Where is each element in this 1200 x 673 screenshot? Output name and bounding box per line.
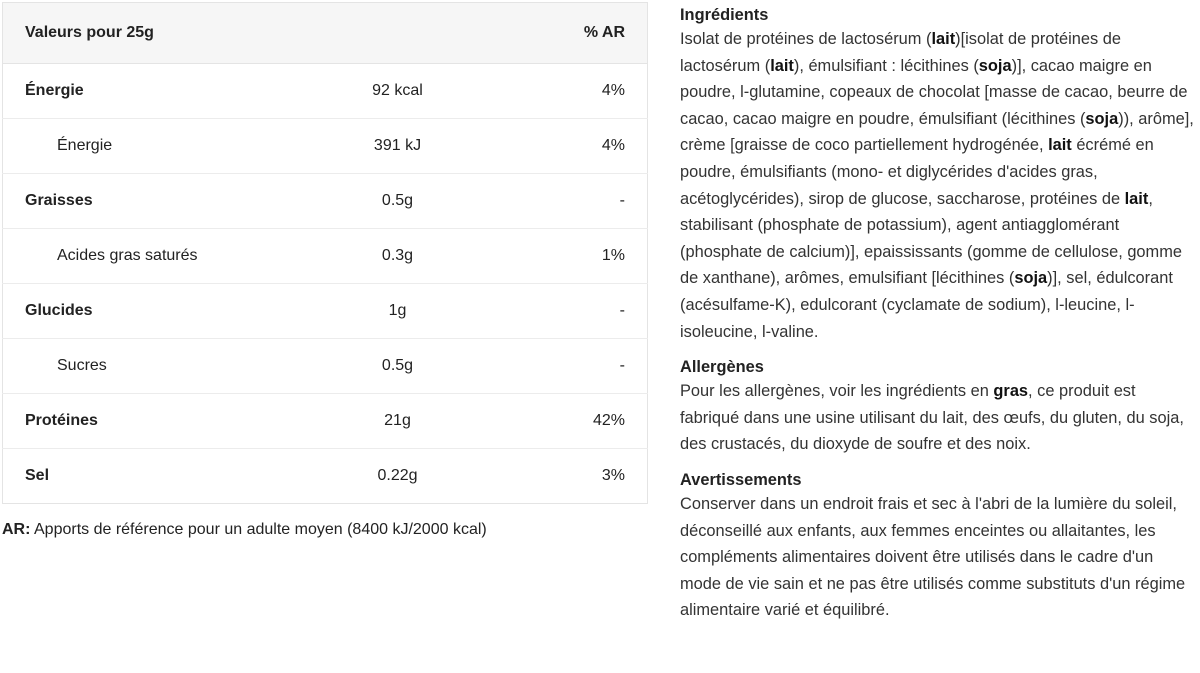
bold-segment: soja (1014, 269, 1048, 288)
nutrient-ar: - (463, 174, 648, 229)
nutrition-row (3, 64, 648, 119)
nutrition-panel (2, 2, 648, 504)
nutrient-name: Énergie (3, 64, 333, 119)
ingredients-title: Ingrédients (680, 6, 769, 24)
nutrition-header-ar: % AR (463, 3, 648, 64)
text-segment: écrémé en poudre, émulsifiants (mono- et diglycérides d'acides gras, acétoglycérides), sirop de glucose, saccharose, protéines de (680, 136, 1154, 208)
bold-segment: lait (770, 56, 794, 75)
ar-footnote-abbr: AR: (2, 521, 31, 538)
nutrient-value: 21g (333, 394, 463, 449)
nutrient-name: Sel (25, 467, 50, 484)
ingredients-text (680, 26, 1195, 345)
text-segment: )[isolat de protéines de lactosérum ( (680, 30, 1121, 75)
text-segment: Isolat de protéines de lactosérum ( (680, 30, 932, 48)
nutrient-value: 1g (333, 284, 463, 339)
allergens-section (680, 356, 1195, 458)
text-segment: )], sel, édulcorant (acésulfame-K), edulcorant (cyclamate de sodium), l-leucine, l-isoleucine, l-valine. (680, 269, 1173, 341)
warnings-text (680, 491, 1195, 624)
nutrient-ar: 42% (463, 394, 648, 449)
product-info-column (680, 4, 1195, 635)
ar-footnote (2, 521, 487, 539)
nutrient-name: Sucres (3, 339, 333, 394)
text-segment: Conserver dans un endroit frais et sec à l'abri de la lumière du soleil, déconseillé aux enfants, aux femmes enceintes ou allaitantes, les compléments alimentaires doivent être utilisés dans le cadre d'un mode de vie sain et ne pas être utilisés comme substituts d'un régime alimentaire varié et équilibré. (680, 494, 1186, 620)
bold-segment: soja (978, 56, 1012, 75)
nutrition-table-body (3, 64, 648, 504)
nutrient-ar: - (463, 339, 648, 394)
nutrition-row (3, 174, 648, 229)
nutrient-name: Graisses (3, 174, 333, 229)
text-segment: )], cacao maigre en poudre, l-glutamine, copeaux de chocolat [masse de cacao, beurre de cacao, cacao maigre en poudre, émulsifiant (lécithines ( (680, 56, 1188, 128)
nutrient-value: 0.3g (333, 229, 463, 284)
nutrition-row (3, 119, 648, 174)
ingredients-section (680, 4, 1195, 345)
nutrient-value: 0.5g (333, 339, 463, 394)
nutrition-row (3, 339, 648, 394)
nutrient-ar: 3% (601, 467, 625, 484)
nutrient-name: Protéines (3, 394, 333, 449)
bold-segment: lait (1124, 189, 1149, 208)
nutrient-value: 0.22g (377, 467, 418, 484)
nutrient-ar: - (463, 284, 648, 339)
bold-segment: gras (993, 382, 1029, 401)
allergens-title: Allergènes (680, 358, 764, 377)
bold-segment: lait (1048, 136, 1072, 155)
text-segment: , stabilisant (phosphate de potassium), agent antiagglomérant (phosphate de calcium)], epaississants (gomme de cellulose, gomme de xanthane), arômes, emulsifiant [lécithines ( (680, 189, 1182, 288)
nutrient-value: 92 kcal (333, 64, 463, 119)
nutrient-ar: 1% (463, 229, 648, 284)
nutrition-table (2, 2, 648, 504)
text-segment: ), émulsifiant : lécithines ( (793, 56, 979, 75)
nutrient-value: 391 kJ (333, 119, 463, 174)
nutrition-header-label: Valeurs pour 25g (3, 3, 463, 64)
warnings-section (680, 469, 1195, 624)
nutrient-ar: 4% (463, 119, 648, 174)
nutrition-header-row (3, 3, 648, 64)
nutrient-ar: 4% (463, 64, 648, 119)
nutrient-name: Acides gras saturés (3, 229, 333, 284)
nutrition-row (3, 284, 648, 339)
text-segment: Pour les allergènes, voir les ingrédients en (680, 382, 994, 401)
nutrition-row (3, 449, 648, 504)
text-segment: )), arôme], crème [graisse de coco partiellement hydrogénée, (680, 109, 1194, 155)
text-segment: , ce produit est fabriqué dans une usine utilisant du lait, des œufs, du gluten, du soja, des crustacés, du dioxyde de soufre et des noix. (680, 382, 1184, 454)
nutrient-name: Énergie (3, 119, 333, 174)
nutrient-value: 0.5g (333, 174, 463, 229)
nutrition-row (3, 229, 648, 284)
warnings-title: Avertissements (680, 470, 802, 489)
nutrient-name: Glucides (3, 284, 333, 339)
nutrition-row (3, 394, 648, 449)
ar-footnote-text: Apports de référence pour un adulte moyen (8400 kJ/2000 kcal) (30, 521, 487, 538)
allergens-text (680, 378, 1195, 458)
bold-segment: lait (931, 30, 956, 48)
bold-segment: soja (1085, 109, 1119, 128)
